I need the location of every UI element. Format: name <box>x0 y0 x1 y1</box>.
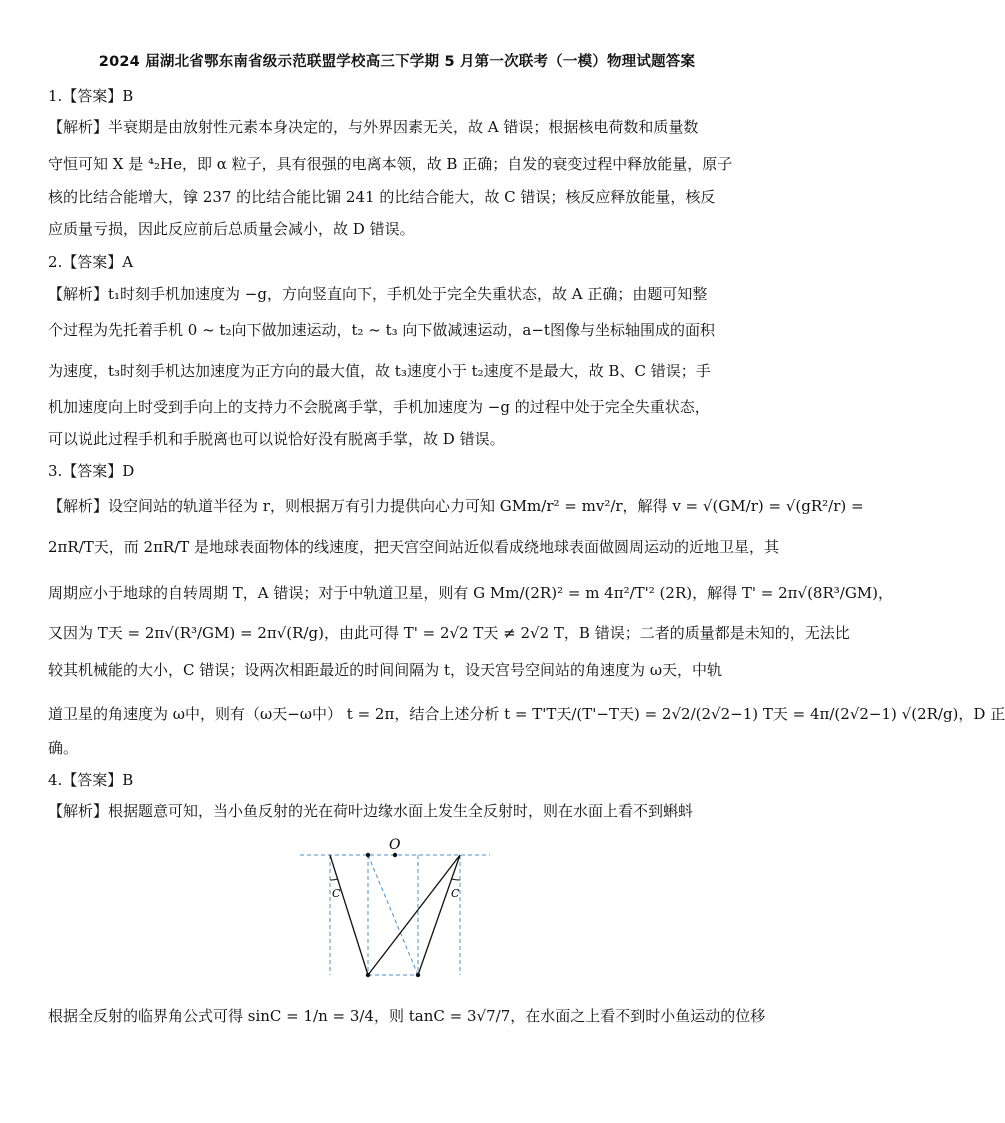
right-ray <box>418 855 460 975</box>
label-o: O <box>389 837 401 853</box>
q4-after-line: 根据全反射的临界角公式可得 sinC = 1/n = 3/4，则 tanC = 3√7/7，在水面之上看不到时小鱼运动的位移 <box>48 1007 766 1025</box>
q3-line-2: 2πR/T天，而 2πR/T 是地球表面物体的线速度，把天宫空间站近似看成绕地球表面做圆周运动的近地卫星，其 <box>48 538 780 556</box>
q3-line-7: 确。 <box>48 739 79 757</box>
q2-line-3: 为速度，t₃时刻手机达加速度为正方向的最大值，故 t₃速度小于 t₂速度不是最大，故 B、C 错误；手 <box>48 362 711 380</box>
right-angle-arc <box>452 879 460 880</box>
point-left-bottom <box>366 973 370 977</box>
q3-answer: 3.【答案】D <box>48 462 135 480</box>
label-c-right: C <box>451 887 460 900</box>
q2-line-4: 机加速度向上时受到手向上的支持力不会脱离手掌，手机加速度为 −g 的过程中处于完全失重状态， <box>48 398 710 416</box>
total-reflection-diagram <box>300 835 500 985</box>
q1-line-4: 应质量亏损，因此反应前后总质量会减小，故 D 错误。 <box>48 220 415 238</box>
point-right-bottom <box>416 973 420 977</box>
q1-line-1: 【解析】半衰期是由放射性元素本身决定的，与外界因素无关，故 A 错误；根据核电荷数和质量数 <box>48 118 699 136</box>
q3-line-5: 较其机械能的大小，C 错误；设两次相距最近的时间间隔为 t，设天宫号空间站的角速度为 ω天，中轨 <box>48 661 723 679</box>
q3-line-3: 周期应小于地球的自转周期 T，A 错误；对于中轨道卫星，则有 G Mm/(2R)² = m 4π²/T'² (2R)，解得 T' = 2π√(8R³/GM)， <box>48 584 894 602</box>
left-angle-arc <box>330 879 338 880</box>
q2-answer: 2.【答案】A <box>48 253 134 271</box>
page-title: 2024 届湖北省鄂东南省级示范联盟学校高三下学期 5 月第一次联考（一模）物理试题答案 <box>98 54 696 70</box>
point-o <box>393 853 397 857</box>
q1-line-3: 核的比结合能增大，镎 237 的比结合能比镅 241 的比结合能大，故 C 错误；核反应释放能量，核反 <box>48 188 716 206</box>
q2-line-5: 可以说此过程手机和手脱离也可以说恰好没有脱离手掌，故 D 错误。 <box>48 430 505 448</box>
diagonal-dashed <box>368 855 418 975</box>
cross-ray <box>368 855 460 975</box>
q3-line-4: 又因为 T天 = 2π√(R³/GM) = 2π√(R/g)，由此可得 T' = 2√2 T天 ≠ 2√2 T，B 错误；二者的质量都是未知的，无法比 <box>48 624 850 642</box>
q3-line-6: 道卫星的角速度为 ω中，则有（ω天−ω中） t = 2π，结合上述分析 t = T'T天/(T'−T天) = 2√2/(2√2−1) T天 = 4π/(2√2−1) √(2R/g)，D 正 <box>48 705 1005 723</box>
point-left-top <box>366 853 370 857</box>
q4-line-1: 【解析】根据题意可知，当小鱼反射的光在荷叶边缘水面上发生全反射时，则在水面上看不到蝌蚪 <box>48 802 694 820</box>
diagram-svg <box>300 835 500 985</box>
q1-line-2: 守恒可知 X 是 ⁴₂He，即 α 粒子，具有很强的电离本领，故 B 正确；自发的衰变过程中释放能量，原子 <box>48 155 733 173</box>
label-c-left: C <box>332 887 341 900</box>
q4-answer: 4.【答案】B <box>48 771 134 789</box>
q3-line-1: 【解析】设空间站的轨道半径为 r，则根据万有引力提供向心力可知 GMm/r² = mv²/r，解得 v = √(GM/r) = √(gR²/r) = <box>48 497 864 515</box>
q2-line-1: 【解析】t₁时刻手机加速度为 −g，方向竖直向下，手机处于完全失重状态，故 A 正确；由题可知整 <box>48 285 708 303</box>
q1-answer: 1.【答案】B <box>48 87 134 105</box>
q2-line-2: 个过程为先托着手机 0 ~ t₂向下做加速运动，t₂ ~ t₃ 向下做减速运动，a−t图像与坐标轴围成的面积 <box>48 321 715 339</box>
left-ray <box>330 855 368 975</box>
